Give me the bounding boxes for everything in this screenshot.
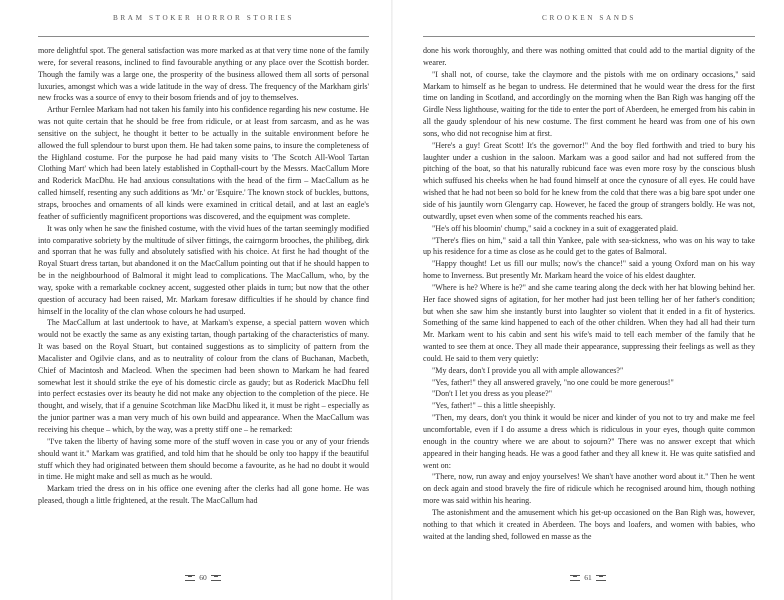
- paragraph: The MacCallum at last undertook to have, at Markam's expense, a special pattern woven which would not be exactly the same as any existing tartan, though partaking of the characteristics of many. It was based on the Royal Stuart, but contained suggestions as to simplicity of pattern from the Macalister and Ogilvie clans, and as to neutrality of colour from the clans of Buchanan, Macbeth, Chief of Macintosh and Macleod. When the specimen had been shown to Markam he had feared somewhat lest it should strike the eye of his domestic circle as gaudy; but as Roderick MacDhu fell into perfect ecstasies over its beauty he did not make any objection to the completion of the piece. He thought, and wisely, that if a genuine Scotchman like MacDhu liked it, it must be right – especially as the junior partner was a man very much of his own build and appearance. When the MacCallum was receiving his cheque – which, by the way, was a pretty stiff one – he remarked:: [38, 318, 369, 434]
- paragraph: "Happy thought! Let us fill our mulls; now's the chance!" said a young Oxford man on his way home to Inverness. But presently Mr. Markam heard the voice of his eldest daughter.: [423, 259, 755, 281]
- ornament-icon: [596, 575, 606, 581]
- paragraph: "He's off his bloomin' chump," said a cockney in a suit of exaggerated plaid.: [432, 223, 678, 233]
- ornament-icon: [211, 575, 221, 581]
- paragraph: "Yes, father!" – this a little sheepishly.: [432, 401, 556, 411]
- paragraph: "Here's a guy! Great Scott! It's the governor!" And the boy fled forthwith and tried to bury his laughter under a cushion in the saloon. Markam was a good sailor and had not suffered from the pitching of the boat, so that his naturally rubicund face was even more rosy by the conscious blush which suffused his cheeks when he had found himself at once the cynosure of all eyes. He could have wished that he had not been so bold for he knew from the cold that there was a big bare spot under one side of his jauntily worn Glengarry cap. However, he faced the group of strangers boldly. He was not, outwardly, upset even when some of the comments reached his ears.: [423, 140, 755, 221]
- paragraph: "Don't I let you dress as you please?": [432, 389, 552, 399]
- ornament-icon: [185, 575, 195, 581]
- paragraph: Markam tried the dress on in his office one evening after the clerks had all gone home. He was pleased, though a little frightened, at the result. The MacCallum had: [38, 484, 369, 506]
- paragraph: done his work thoroughly, and there was nothing omitted that could add to the martial dignity of the wearer.: [423, 46, 755, 67]
- right-page-body: [423, 37, 755, 542]
- page-number-left-container: [0, 573, 392, 582]
- page-number-right-container: [392, 573, 784, 582]
- right-page: [392, 0, 784, 600]
- paragraph: "Yes, father!" they all answered gravely, "no one could be more generous!": [432, 377, 674, 387]
- paragraph: It was only when he saw the finished costume, with the vivid hues of the tartan seemingly modified into comparative sobriety by the multitude of silver fittings, the cairngorm brooches, the philibeg, dirk and sporran that he was fully and absolutely satisfied with his choice. At first he had thought of the Royal Stuart dress tartan, but abandoned it on the MacCallum pointing out that if he should happen to be in the neighbourhood of Balmoral it might lead to complications. The MacCallum, who, by the way, spoke with a remarkable cockney accent, suggested other plaids in turn; but now that the other question of accuracy had been raised, Mr. Markam foresaw difficulties if he should by chance find himself in the locality of the clan whose colours he had usurped.: [38, 223, 369, 316]
- paragraph: Arthur Fernlee Markam had not taken his family into his confidence regarding his new costume. He was not quite certain that he should be free from ridicule, or at least from sarcasm, and as he was sensitive on the subject, he thought it better to be actually in the suitable environment before he allowed the full splendour to burst upon them. He had taken some pains, to insure the completeness of the Highland costume. For the purpose he had paid many visits to 'The Scotch All-Wool Tartan Clothing Mart' which had been lately established in Copthall-court by the Messrs. MacCallum More and Roderick MacDhu. He had anxious consultations with the head of the firm – MacCallum as he called himself, resenting any such additions as 'Mr.' or 'Esquire.' The known stock of buckles, buttons, straps, brooches and ornaments of all kinds were examined in critical detail, and at last an eagle's feather of sufficiently magnificent proportions was discovered, and the equipment was complete.: [38, 105, 369, 221]
- running-head-right: CROOKEN SANDS: [423, 0, 755, 37]
- paragraph: "My dears, don't I provide you all with ample allowances?": [432, 365, 624, 375]
- ornament-icon: [570, 575, 580, 581]
- running-head-left: BRAM STOKER HORROR STORIES: [38, 0, 369, 37]
- paragraph: "Then, my dears, don't you think it would be nicer and kinder of you not to try and make me feel uncomfortable, even if I do assume a dress which is ridiculous in your eyes, though quite common enough in the country where we are about to sojourn?" There was no answer except that which appeared in their hanging heads. He was a good father and they all knew it. He was quite satisfied and went on:: [423, 413, 755, 470]
- paragraph: "There's flies on him," said a tall thin Yankee, pale with sea-sickness, who was on his way to take up his residence for a time as close as he could get to the gates of Balmoral.: [423, 235, 755, 257]
- paragraph: "I shall not, of course, take the claymore and the pistols with me on ordinary occasions," said Markam to himself as he began to undress. He determined that he would wear the dress for the first time on landing in Scotland, and accordingly on the morning when the Ban Righ was hanging off the Girdle Ness lighthouse, waiting for the tide to enter the port of Aberdeen, he emerged from his cabin in all the gaudy splendour of his new costume. The first comment he heard was from one of his own sons, who did not recognise him at first.: [423, 69, 755, 138]
- page-number: 61: [584, 573, 592, 582]
- paragraph: more delightful spot. The general satisfaction was more marked as at that very time none of the family were, for several reasons, inclined to find favourable anything or any place over the Scottish border. Though the family was a large one, the prosperity of the business allowed them all sorts of personal luxuries, amongst which was a wide latitude in the way of dress. The frequency of the Markham girls' new frocks was a source of envy to their bosom friends and of joy to themselves.: [38, 46, 369, 103]
- paragraph: "There, now, run away and enjoy yourselves! We shan't have another word about it." Then he went on deck again and stood bravely the fire of ridicule which he recognised around him, though nothing more was said within his hearing.: [423, 472, 755, 506]
- page-number: 60: [199, 573, 207, 582]
- paragraph: The astonishment and the amusement which his get-up occasioned on the Ban Righ was, however, nothing to that which it created in Aberdeen. The boys and loafers, and women with babies, who waited at the landing shed, followed en masse as the: [423, 507, 755, 541]
- paragraph: "Where is he? Where is he?" and she came tearing along the deck with her hat blowing behind her. Her face showed signs of agitation, for her mother had just been telling her of her father's condition; but when she saw him she instantly burst into laughter so violent that it ended in a fit of hysterics. Something of the same kind happened to each of the other children. When they had all had their turn Mr. Markam went to his cabin and sent his wife's maid to tell each member of the family that he wanted to see them at once. They all made their appearance, suppressing their feelings as well as they could. He said to them very quietly:: [423, 282, 755, 363]
- paragraph: "I've taken the liberty of having some more of the stuff woven in case you or any of your friends should want it." Markam was gratified, and told him that he should be only too happy if the beautiful stuff which they had originated between them should become a favourite, as he had no doubt it would in time. He might make and sell as much as he would.: [38, 436, 369, 482]
- left-page-body: [38, 37, 369, 507]
